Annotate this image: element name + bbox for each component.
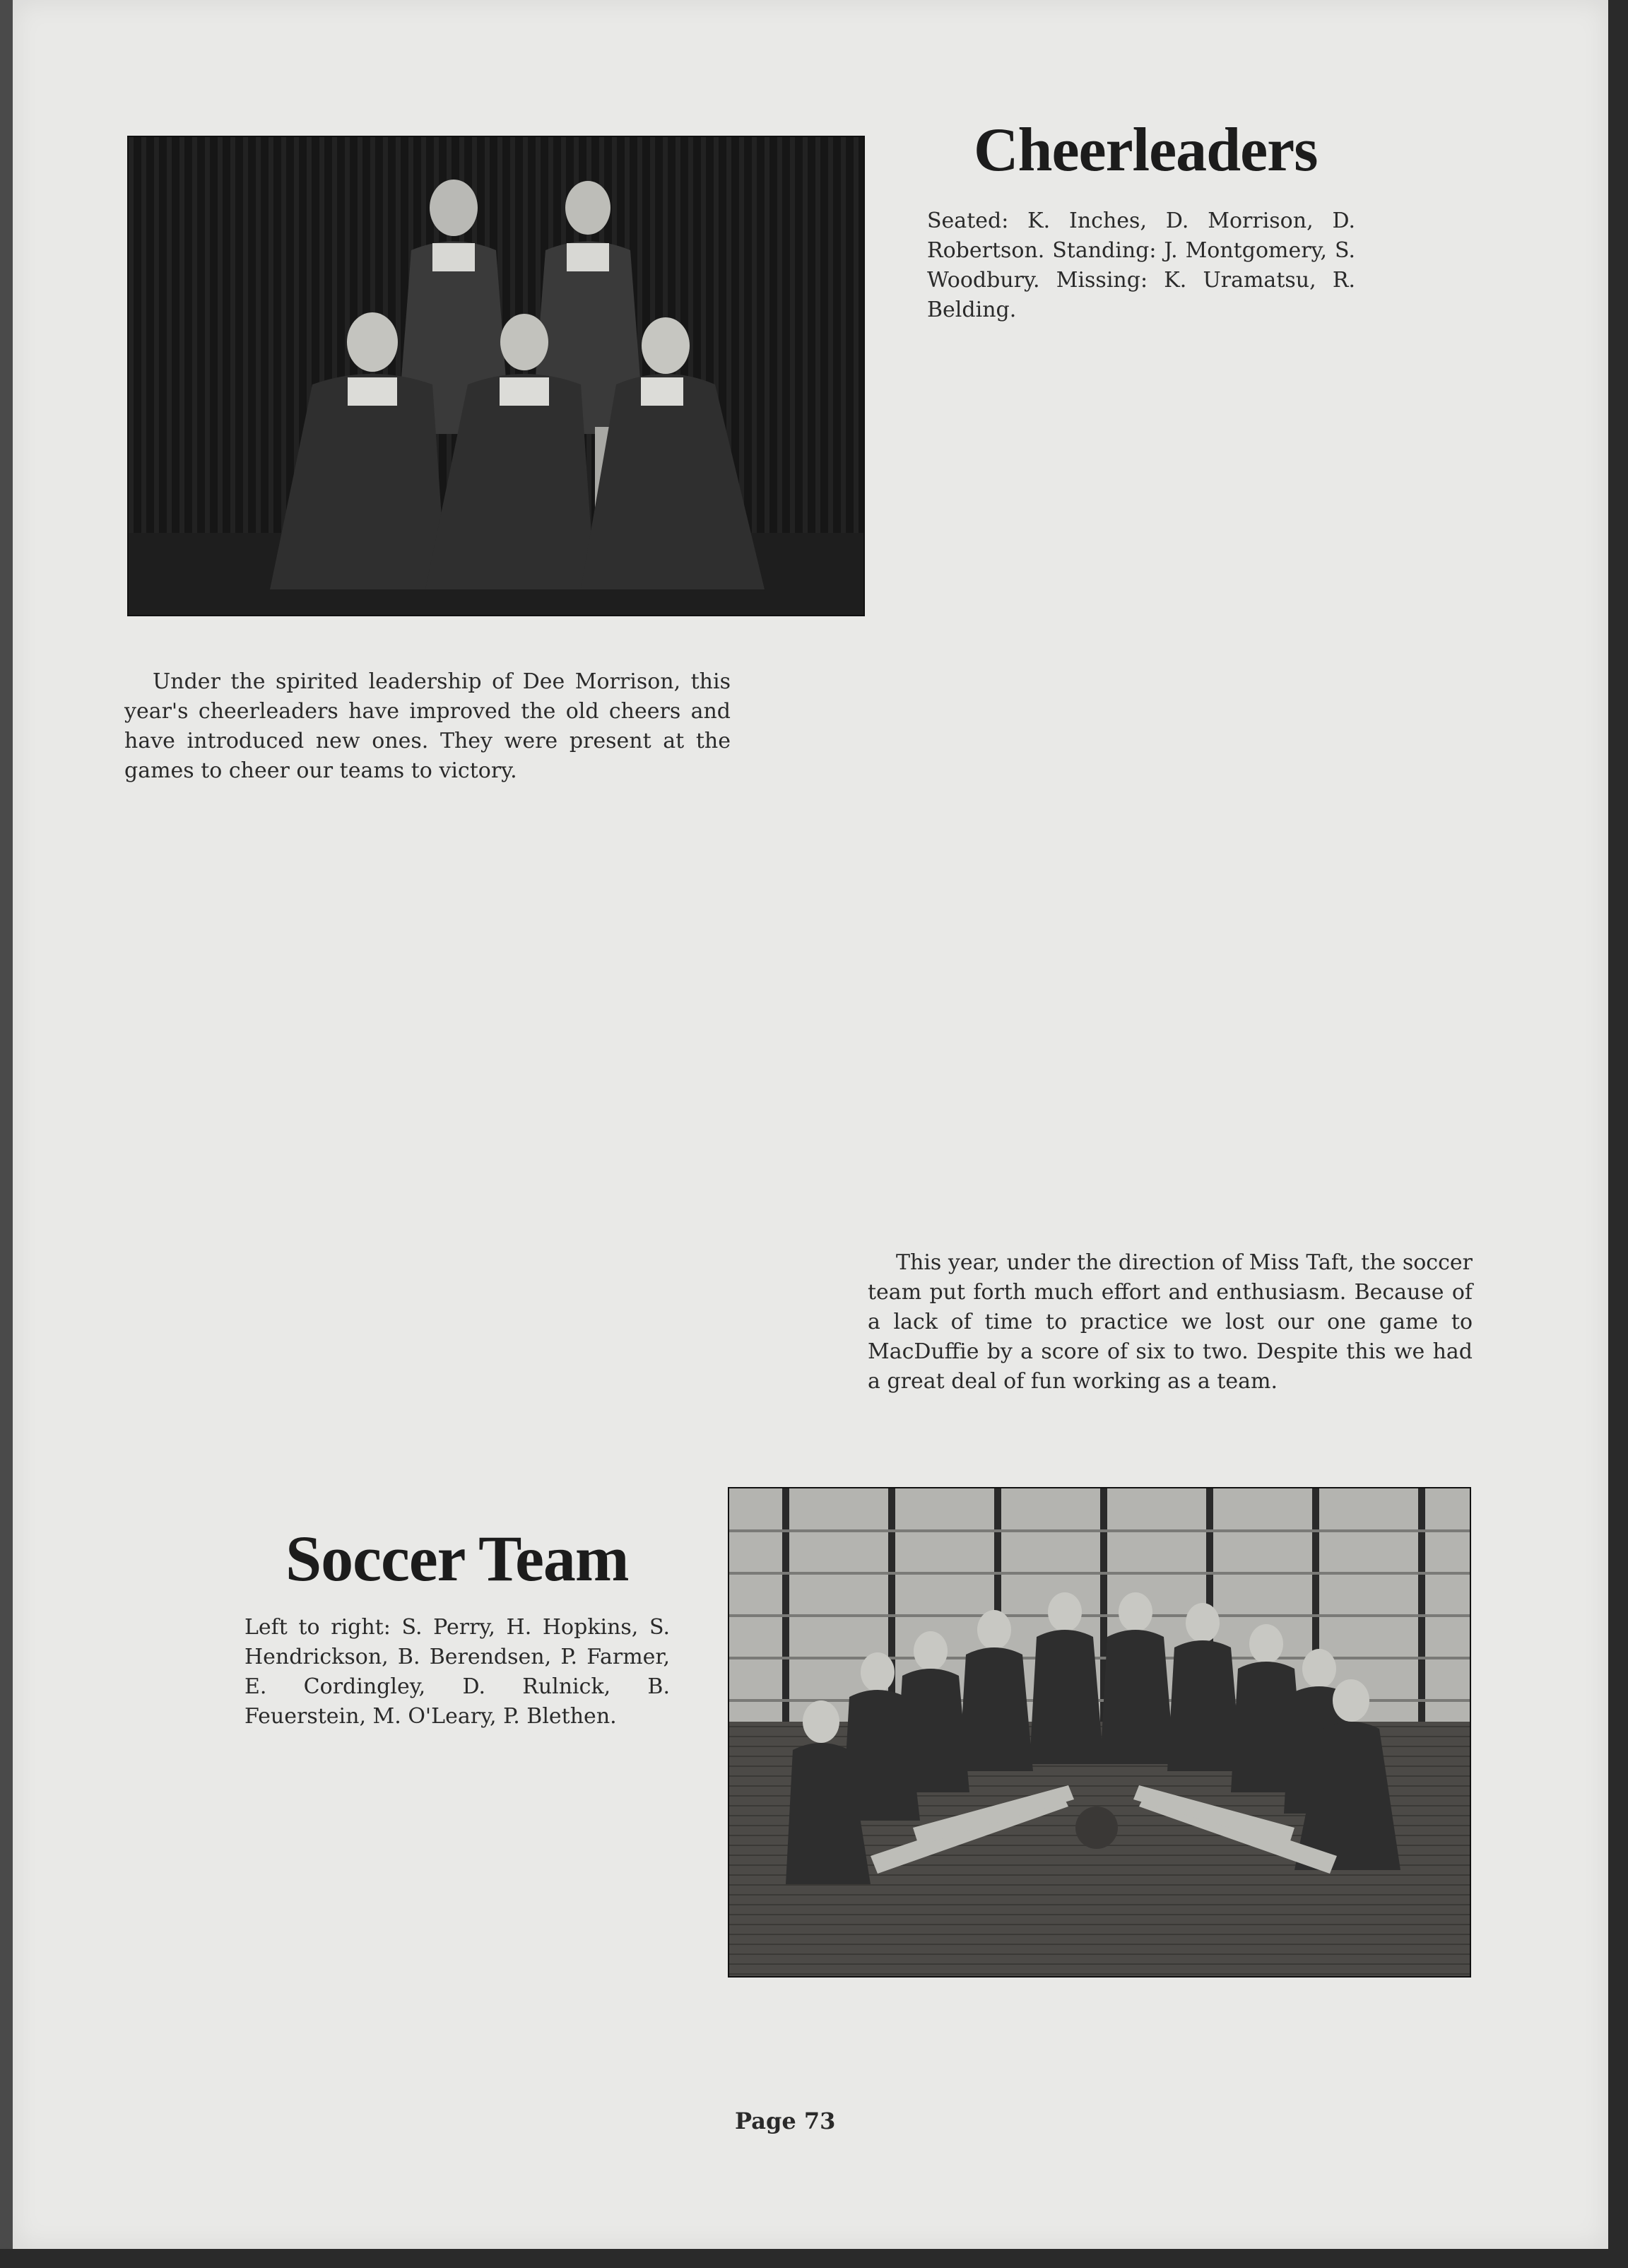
page-number: Page 73: [735, 2108, 836, 2134]
cheerleaders-caption: Seated: K. Inches, D. Morrison, D. Robertson. Standing: J. Montgomery, S. Woodbury. Missing: K. Uramatsu, R. Belding.: [927, 208, 1355, 322]
cheerleaders-photo: [127, 136, 865, 616]
soccer-heading: Soccer Team: [285, 1522, 629, 1594]
scan-border-bottom: [0, 2249, 1628, 2268]
page-binding-edge: [0, 0, 13, 2268]
soccer-caption: Left to right: S. Perry, H. Hopkins, S. Hendrickson, B. Berendsen, P. Farmer, E. Cordingley, D. Rulnick, B. Feuerstein, M. O'Leary, P. Blethen.: [244, 1615, 670, 1729]
cheerleaders-description: Under the spirited leadership of Dee Morrison, this year's cheerleaders have improved the old cheers and have introduced new ones. They were present at the games to cheer our teams to victory.: [124, 669, 731, 783]
soccer-team-photo: [728, 1487, 1471, 1978]
soccer-description: This year, under the direction of Miss Taft, the soccer team put forth much effort and enthusiasm. Because of a lack of time to practice we lost our one game to MacDuffie by a score of six to two. Despite this we had a great deal of fun working as a team.: [868, 1250, 1473, 1394]
cheerleaders-heading: Cheerleaders: [974, 116, 1318, 184]
scan-border-right: [1608, 0, 1628, 2268]
